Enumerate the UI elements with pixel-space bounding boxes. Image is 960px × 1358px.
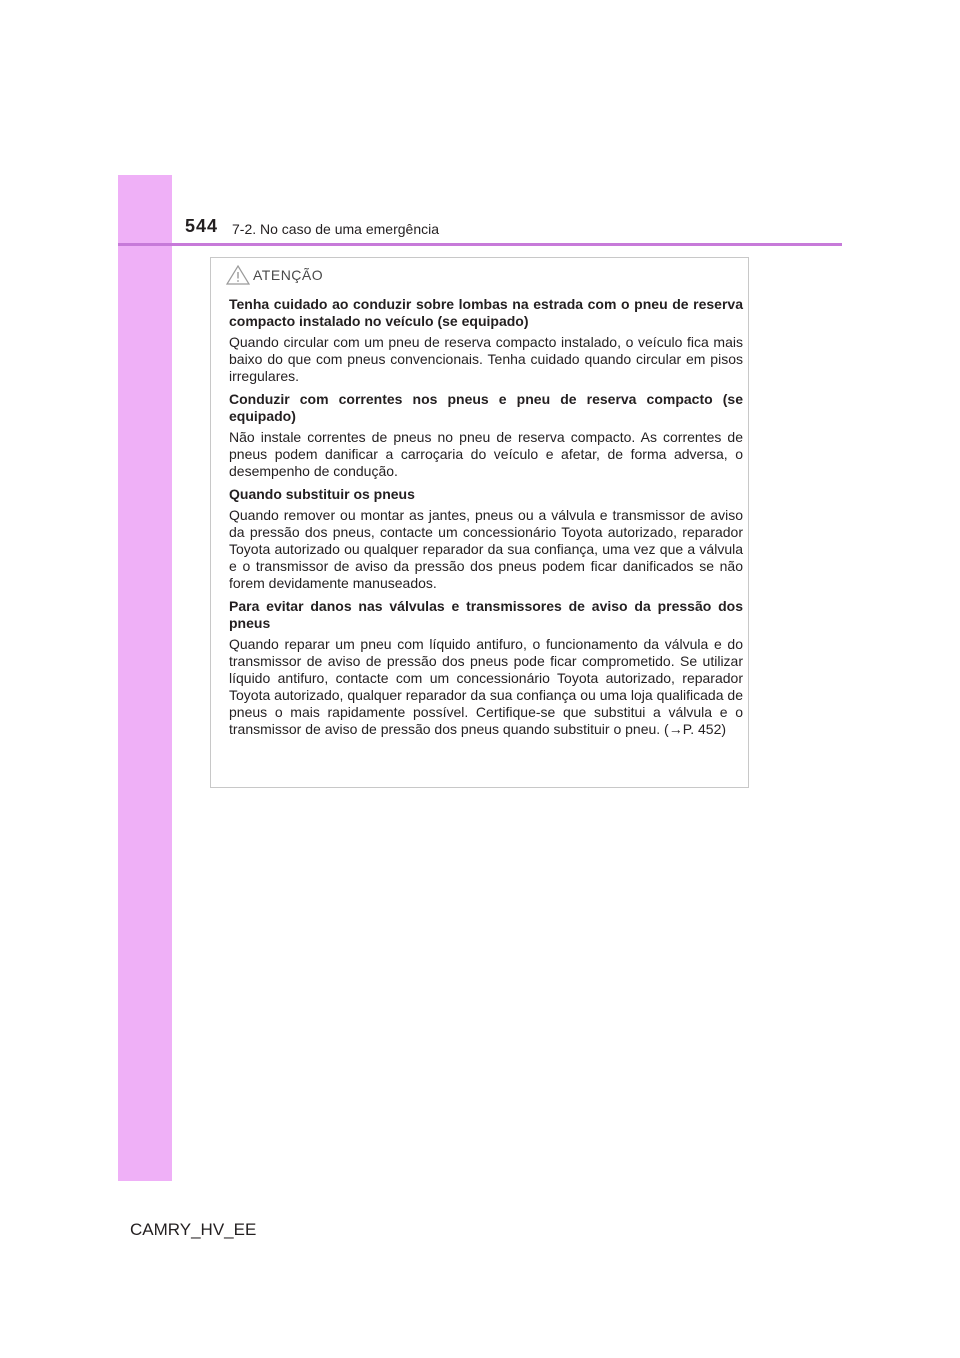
warning-item-title: Para evitar danos nas válvulas e transmissores de aviso da pressão dos pneus	[229, 598, 743, 631]
warning-triangle-icon	[225, 264, 251, 286]
warning-label: ATENÇÃO	[253, 267, 324, 283]
warning-item-title: Conduzir com correntes nos pneus e pneu de reserva compacto (se equipado)	[229, 391, 743, 424]
side-color-band	[118, 175, 172, 1181]
warning-item-text: Quando reparar um pneu com líquido antifuro, o funcionamento da válvula e do transmissor de aviso de pressão dos pneus pode ficar comprometido. Se utilizar líquido antifuro, contacte com um concessionário Toyota autorizado, reparador Toyota autorizado, qualquer reparador da sua confiança ou uma loja qualificada de pneus o mais rapidamente possível. Certifique-se que substitui a válvula e o transmissor de aviso de pressão dos pneus quando substituir o pneu. (→P. 452)	[229, 636, 743, 737]
warning-item-text: Quando circular com um pneu de reserva compacto instalado, o veículo fica mais baixo do que com pneus convencionais. Tenha cuidado quando circular em pisos irregulares.	[229, 334, 743, 384]
warning-item-text: Não instale correntes de pneus no pneu de reserva compacto. As correntes de pneus podem danificar a carroçaria do veículo e afetar, de forma adversa, o desempenho de condução.	[229, 429, 743, 479]
warning-header	[225, 264, 323, 286]
warning-item-title: Quando substituir os pneus	[229, 486, 415, 502]
warning-item-text: Quando remover ou montar as jantes, pneus ou a válvula e transmissor de aviso da pressão dos pneus, contacte um concessionário Toyota autorizado, reparador Toyota autorizado ou qualquer reparador da sua confiança, uma vez que a válvula e o transmissor de aviso da pressão dos pneus podem ficar danificados se não forem devidamente manuseados.	[229, 507, 743, 591]
header-rule	[118, 243, 842, 246]
warning-body	[229, 296, 743, 744]
warning-item-title: Tenha cuidado ao conduzir sobre lombas na estrada com o pneu de reserva compacto instalado no veículo (se equipado)	[229, 296, 743, 329]
page-number: 544	[185, 216, 219, 236]
document-code: CAMRY_HV_EE	[130, 1220, 257, 1239]
section-title: 7-2. No caso de uma emergência	[232, 221, 439, 237]
warning-box	[210, 257, 749, 788]
